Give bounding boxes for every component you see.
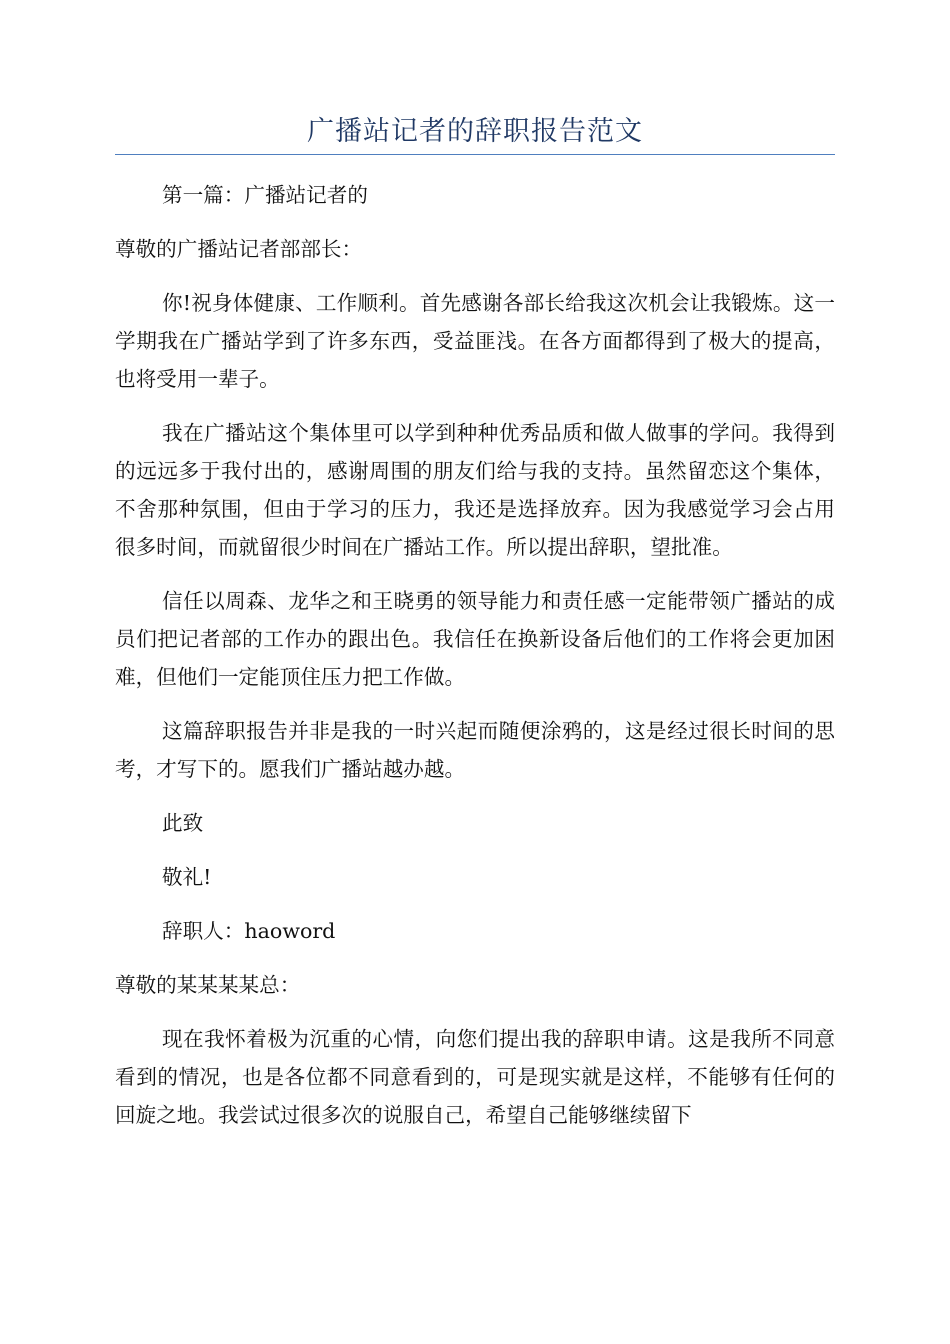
body-paragraph: 这篇辞职报告并非是我的一时兴起而随便涂鸦的，这是经过很长时间的思考，才写下的。愿我们广播站越办越。 [115, 719, 835, 781]
title-underline [115, 154, 835, 155]
body-paragraph: 信任以周森、龙华之和王晓勇的领导能力和责任感一定能带领广播站的成员们把记者部的工作办的跟出色。我信任在换新设备后他们的工作将会更加困难，但他们一定能顶住压力把工作做。 [115, 589, 835, 689]
salutation: 尊敬的广播站记者部部长： [115, 237, 363, 261]
signature-line: 辞职人：haoword [162, 919, 336, 943]
closing-line: 此致 [162, 811, 204, 835]
body-paragraph: 我在广播站这个集体里可以学到种种优秀品质和做人做事的学问。我得到的远远多于我付出的，感谢周围的朋友们给与我的支持。虽然留恋这个集体，不舍那种氛围，但由于学习的压力，我还是选择放弃。因为我感觉学习会占用很多时间，而就留很少时间在广播站工作。所以提出辞职，望批准。 [115, 421, 835, 559]
section-heading: 第一篇：广播站记者的 [162, 183, 368, 207]
closing-line: 敬礼! [162, 865, 212, 889]
body-paragraph: 你!祝身体健康、工作顺利。首先感谢各部长给我这次机会让我锻炼。这一学期我在广播站学到了许多东西，受益匪浅。在各方面都得到了极大的提高，也将受用一辈子。 [115, 291, 835, 391]
body-paragraph: 现在我怀着极为沉重的心情，向您们提出我的辞职申请。这是我所不同意看到的情况，也是各位都不同意看到的，可是现实就是这样，不能够有任何的回旋之地。我尝试过很多次的说服自己，希望自己能够继续留下 [115, 1027, 835, 1127]
document-title: 广播站记者的辞职报告范文 [307, 116, 643, 147]
document-body [115, 176, 835, 1150]
salutation: 尊敬的某某某某总： [115, 973, 301, 997]
